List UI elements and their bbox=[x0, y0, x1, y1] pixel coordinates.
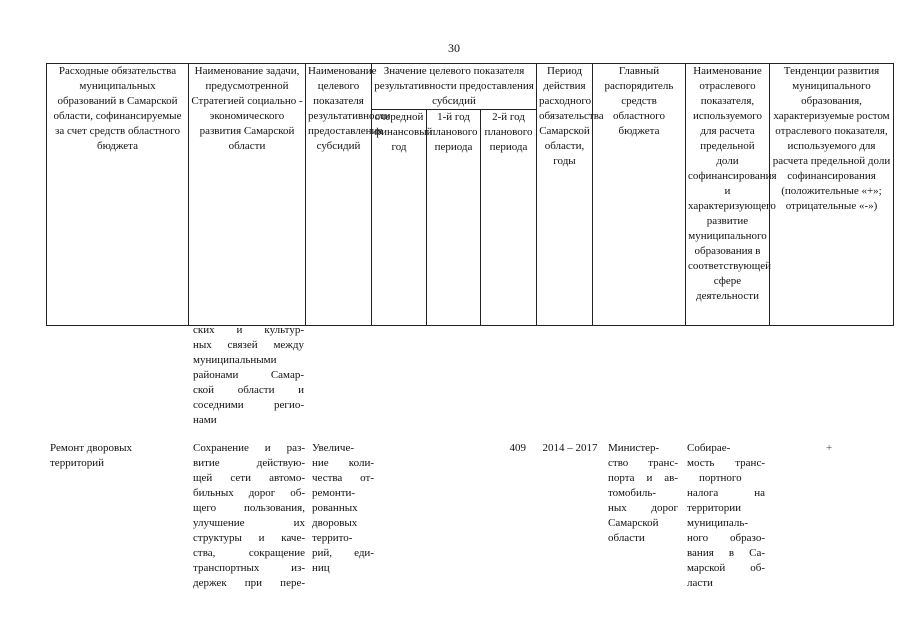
header-indicator: Наименование целевого показателя результативности предоставления субсидий bbox=[306, 64, 372, 326]
header-target-value-group: Значение целевого показателя результативности предоставления субсидий bbox=[372, 64, 537, 110]
header-plan-year-1: 1-й год планового периода bbox=[427, 110, 481, 326]
header-plan-year-2: 2-й год планового периода bbox=[481, 110, 537, 326]
row-obligation: Ремонт дворовых территорий bbox=[50, 442, 133, 469]
header-trend: Тенденции развития муниципального образования, характеризуемые ростом отраслевого показателя, используемого для расчета предельной доли софинансирования (положительные «+»; отрицательные «-») bbox=[770, 64, 894, 326]
row-period: 2014 – 2017 bbox=[542, 442, 598, 454]
header-sector-indicator: Наименование отраслевого показателя, используемого для расчета предельной доли софинансирования и характеризующего развитие муниципального образования в соответствующей сфере деятельности bbox=[686, 64, 770, 326]
header-next-year: очередной финансовый год bbox=[372, 110, 427, 326]
row-sector-indicator: Собирае- мость транс- портного налога на территории муниципаль- ного образо- вания в Са- марской об- ласти bbox=[687, 442, 765, 589]
row-indicator: Увеличе- ние коли- чества от- ремонти- рованных дворовых террито- рий, еди- ниц bbox=[312, 442, 374, 574]
row-trend: + bbox=[826, 442, 833, 454]
page-number: 30 bbox=[448, 41, 460, 55]
header-obligations: Расходные обязательства муниципальных образований в Самарской области, софинансируемые за счет средств областного бюджета bbox=[47, 64, 189, 326]
row-value-next-year: 409 bbox=[509, 442, 526, 454]
header-task: Наименование задачи, предусмотренной Стратегией социально - экономического развития Самарской области bbox=[189, 64, 306, 326]
header-period: Период действия расходного обязательства Самарской области, годы bbox=[537, 64, 593, 326]
row-task: Сохранение и раз- витие действую- щей сети автомо- бильных дорог об- щего пользования, улучшение их структуры и каче- ства, сокращение транспортных из- держек при пере- bbox=[193, 442, 305, 589]
continuation-task-text: ских и культур- ных связей между муниципальными районами Самар- ской области и соседними регио- нами bbox=[193, 324, 304, 426]
header-table bbox=[46, 63, 894, 326]
header-manager: Главный распорядитель средств областного бюджета bbox=[593, 64, 686, 326]
row-manager: Министер- ство транс- порта и ав- томобиль- ных дорог Самарской области bbox=[608, 442, 678, 544]
